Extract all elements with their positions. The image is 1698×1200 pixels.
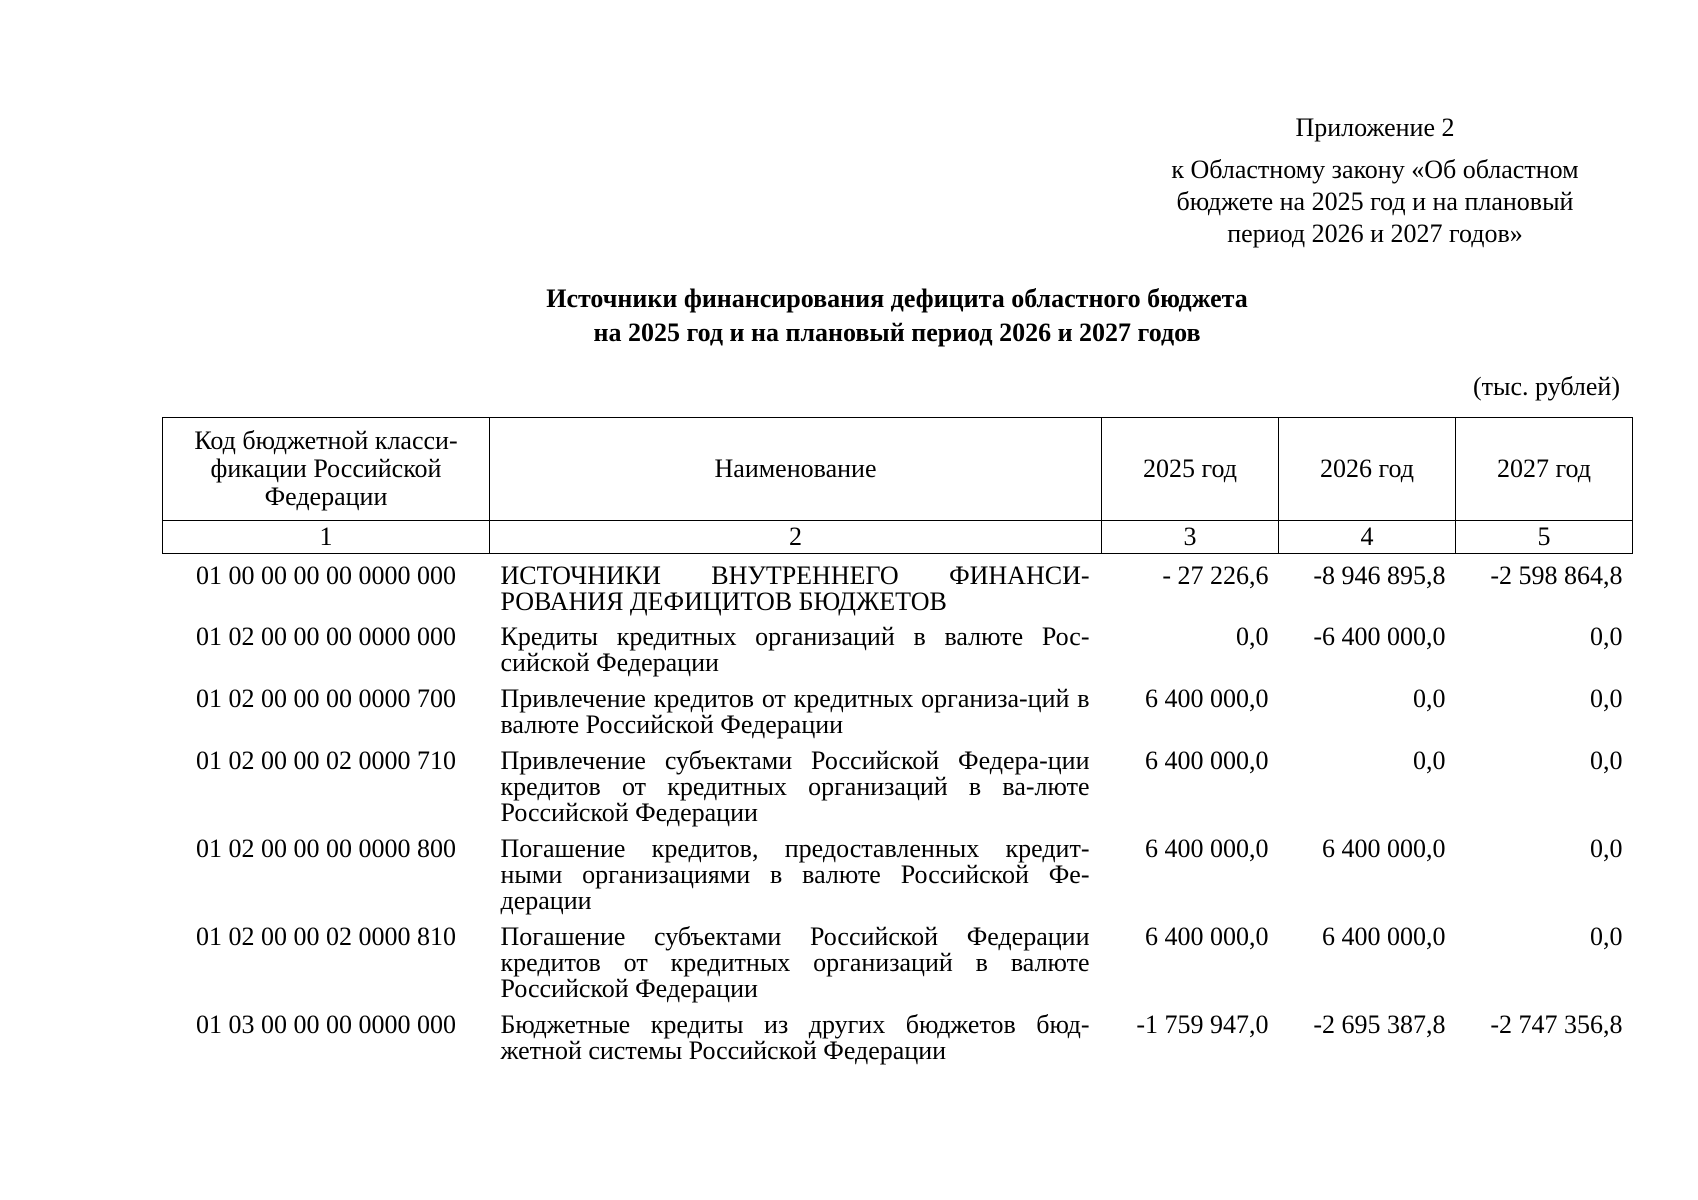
row-value-2025: 6 400 000,0 [1145, 684, 1269, 713]
row-value-2026: 6 400 000,0 [1322, 834, 1446, 863]
table-row [163, 621, 1633, 683]
row-value-2027: 0,0 [1590, 684, 1623, 713]
appendix-block [1140, 112, 1610, 250]
appendix-title: Приложение 2 [1295, 113, 1455, 142]
row-name: Привлечение кредитов от кредитных организа-ций в валюте Российской Федерации [500, 684, 1090, 739]
row-value-2027: -2 598 864,8 [1490, 561, 1623, 590]
row-code: 01 03 00 00 00 0000 000 [196, 1010, 456, 1039]
column-number: 2 [490, 521, 1102, 554]
row-code: 01 02 00 00 00 0000 000 [196, 622, 456, 651]
column-number: 1 [163, 521, 490, 554]
row-name: Погашение кредитов, предоставленных кредит-ными организациями в валюте Российской Фе-дерации [500, 834, 1090, 915]
row-value-2027: 0,0 [1590, 834, 1623, 863]
header-row [163, 418, 1633, 521]
column-header-code: Код бюджетной класси- фикации Российской Федерации [163, 418, 490, 521]
column-header-name: Наименование [490, 418, 1102, 521]
budget-sources-table [162, 417, 1633, 1071]
table-header [163, 418, 1633, 554]
row-code: 01 02 00 00 00 0000 800 [196, 834, 456, 863]
row-value-2026: 0,0 [1413, 684, 1446, 713]
row-value-2025: -1 759 947,0 [1136, 1010, 1269, 1039]
row-name: ИСТОЧНИКИ ВНУТРЕННЕГО ФИНАНСИ-РОВАНИЯ ДЕФИЦИТОВ БЮДЖЕТОВ [500, 561, 1090, 616]
column-header-2027: 2027 год [1456, 418, 1633, 521]
document-title: Источники финансирования дефицита областного бюджета на 2025 год и на плановый период 2026 и 2027 годов [546, 284, 1248, 347]
row-value-2026: -8 946 895,8 [1313, 561, 1446, 590]
table-row [163, 554, 1633, 622]
row-name: Погашение субъектами Российской Федерации кредитов от кредитных организаций в валюте Российской Федерации [500, 922, 1090, 1003]
column-number-row [163, 521, 1633, 554]
row-value-2026: 0,0 [1413, 746, 1446, 775]
table-row [163, 745, 1633, 833]
row-value-2025: 6 400 000,0 [1145, 746, 1269, 775]
row-value-2025: 0,0 [1236, 622, 1269, 651]
appendix-reference: к Областному закону «Об областном бюджете на 2025 год и на плановый период 2026 и 2027 годов» [1171, 155, 1579, 248]
row-code: 01 00 00 00 00 0000 000 [196, 561, 456, 590]
table-row [163, 683, 1633, 745]
column-header-2025: 2025 год [1102, 418, 1279, 521]
row-name: Кредиты кредитных организаций в валюте Рос-сийской Федерации [500, 622, 1090, 677]
row-name: Привлечение субъектами Российской Федера-ции кредитов от кредитных организаций в ва-люте Российской Федерации [500, 746, 1090, 827]
row-value-2025: 6 400 000,0 [1145, 834, 1269, 863]
table-row [163, 921, 1633, 1009]
row-value-2027: -2 747 356,8 [1490, 1010, 1623, 1039]
row-value-2027: 0,0 [1590, 622, 1623, 651]
row-code: 01 02 00 00 02 0000 810 [196, 922, 456, 951]
column-number: 3 [1102, 521, 1279, 554]
row-value-2027: 0,0 [1590, 746, 1623, 775]
table-row [163, 1009, 1633, 1071]
row-value-2026: 6 400 000,0 [1322, 922, 1446, 951]
row-name: Бюджетные кредиты из других бюджетов бюд-жетной системы Российской Федерации [500, 1010, 1090, 1065]
row-code: 01 02 00 00 00 0000 700 [196, 684, 456, 713]
row-code: 01 02 00 00 02 0000 710 [196, 746, 456, 775]
row-value-2026: -6 400 000,0 [1313, 622, 1446, 651]
units-label: (тыс. рублей) [1472, 372, 1620, 401]
row-value-2025: - 27 226,6 [1162, 561, 1269, 590]
table-row [163, 833, 1633, 921]
column-header-2026: 2026 год [1279, 418, 1456, 521]
column-number: 4 [1279, 521, 1456, 554]
row-value-2025: 6 400 000,0 [1145, 922, 1269, 951]
row-value-2027: 0,0 [1590, 922, 1623, 951]
table-body [163, 554, 1633, 1072]
column-number: 5 [1456, 521, 1633, 554]
row-value-2026: -2 695 387,8 [1313, 1010, 1446, 1039]
